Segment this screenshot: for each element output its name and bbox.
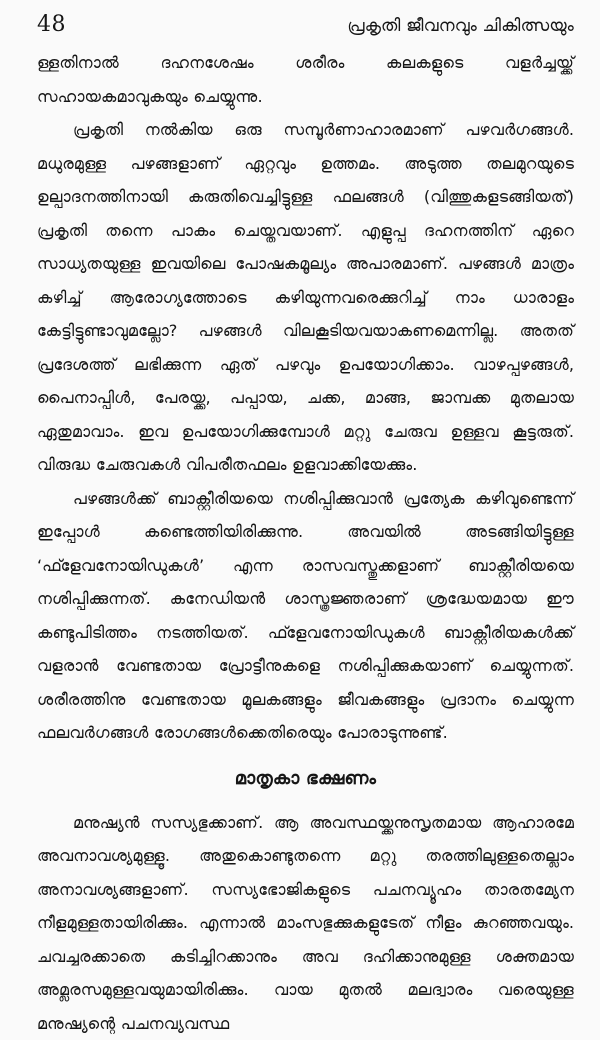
paragraph-bacteria: പഴങ്ങൾക്ക് ബാക്റ്റീരിയയെ നശിപ്പിക്കുവാൻ പ്രത്യേക കഴിവുണ്ടെന്ന് ഇപ്പോൾ കണ്ടെത്തിയിരിക്കുന്നു. അവയിൽ അടങ്ങിയിട്ടുള്ള ‘ഫ്ളേവനോയിഡുകൾ’ എന്ന രാസവസ്തുക്കളാണ് ബാക്റ്റീരിയയെ നശിപ്പിക്കുന്നത്. കനേഡിയൻ ശാസ്ത്രജ്ഞരാണ് ശ്രദ്ധേയമായ ഈ കണ്ടുപിടിത്തം നടത്തിയത്. ഫ്ളേവനോയിഡുകൾ ബാക്റ്റീരിയകൾക്ക് വളരാൻ വേണ്ടതായ പ്രോട്ടീനുകളെ നശിപ്പിക്കുകയാണ് ചെയ്യുന്നത്. ശരീരത്തിനു വേണ്ടതായ മൂലകങ്ങളും ജീവകങ്ങളും പ്രദാനം ചെയ്യുന്ന ഫലവർഗങ്ങൾ രോഗങ്ങൾക്കെതിരെയും പോരാടുന്നുണ്ട്.: [37, 482, 574, 750]
paragraph-fruits: പ്രകൃതി നൽകിയ ഒരു സമ്പൂർണാഹാരമാണ് പഴവർഗങ്ങൾ. മധുരമുള്ള പഴങ്ങളാണ് ഏറ്റവും ഉത്തമം. അടുത്ത തലമുറയുടെ ഉല്പാദനത്തിനായി കരുതിവെച്ചിട്ടുള്ള ഫലങ്ങൾ (വിത്തുകളടങ്ങിയത്) പ്രകൃതി തന്നെ പാകം ചെയ്തവയാണ്. എളുപ്പ ദഹനത്തിന് ഏറെ സാധ്യതയുള്ള ഇവയിലെ പോഷകമൂല്യം അപാരമാണ്. പഴങ്ങൾ മാത്രം കഴിച്ച് ആരോഗ്യത്തോടെ കഴിയുന്നവരെക്കുറിച്ച് നാം ധാരാളം കേട്ടിട്ടുണ്ടാവുമല്ലോ? പഴങ്ങൾ വിലകൂടിയവയാകണമെന്നില്ല. അതത് പ്രദേശത്ത് ലഭിക്കുന്ന ഏത് പഴവും ഉപയോഗിക്കാം. വാഴപ്പഴങ്ങൾ, പൈനാപ്പിൾ, പേരയ്ക്ക, പപ്പായ, ചക്ക, മാങ്ങ, ജാമ്പക്ക മുതലായ ഏതുമാവാം. ഇവ ഉപയോഗിക്കുമ്പോൾ മറ്റു ചേരുവ ഉള്ളവ കൂട്ടരുത്. വിരുദ്ധ ചേരുവകൾ വിപരീതഫലം ഉളവാക്കിയേക്കും.: [37, 113, 574, 482]
body-text: [37, 46, 574, 1040]
page-number: 48: [37, 6, 66, 44]
section-heading: മാതൃകാ ഭക്ഷണം: [37, 762, 574, 796]
book-title: പ്രകൃതി ജീവനവും ചികിത്സയും: [347, 7, 574, 45]
paragraph-vegetarian: മനുഷ്യൻ സസ്യഭുക്കാണ്. ആ അവസ്ഥയ്ക്കനുസൃതമായ ആഹാരമേ അവനാവശ്യമുള്ളൂ. അതുകൊണ്ടുതന്നെ മറ്റു തരത്തിലുള്ളതെല്ലാം അനാവശ്യങ്ങളാണ്. സസ്യഭോജികളുടെ പചനവ്യൂഹം താരതമ്യേന നീളമുള്ളതായിരിക്കും. എന്നാൽ മാംസഭുക്കുകളുടേത് നീളം കുറഞ്ഞവയും. ചവച്ചരക്കാതെ കടിച്ചിറക്കാനും അവ ദഹിക്കാനുമുള്ള ശക്തമായ അമ്ലരസമുള്ളവയുമായിരിക്കും. വായ മുതൽ മലദ്വാരം വരെയുള്ള മനുഷ്യന്റെ പചനവ്യവസ്ഥ: [37, 806, 574, 1040]
paragraph-continued: ള്ളതിനാൽ ദഹനശേഷം ശരീരം കലകളുടെ വളർച്ചയ്ക്ക് സഹായകമാവുകയും ചെയ്യുന്നു.: [37, 46, 574, 113]
running-head: [37, 6, 574, 44]
